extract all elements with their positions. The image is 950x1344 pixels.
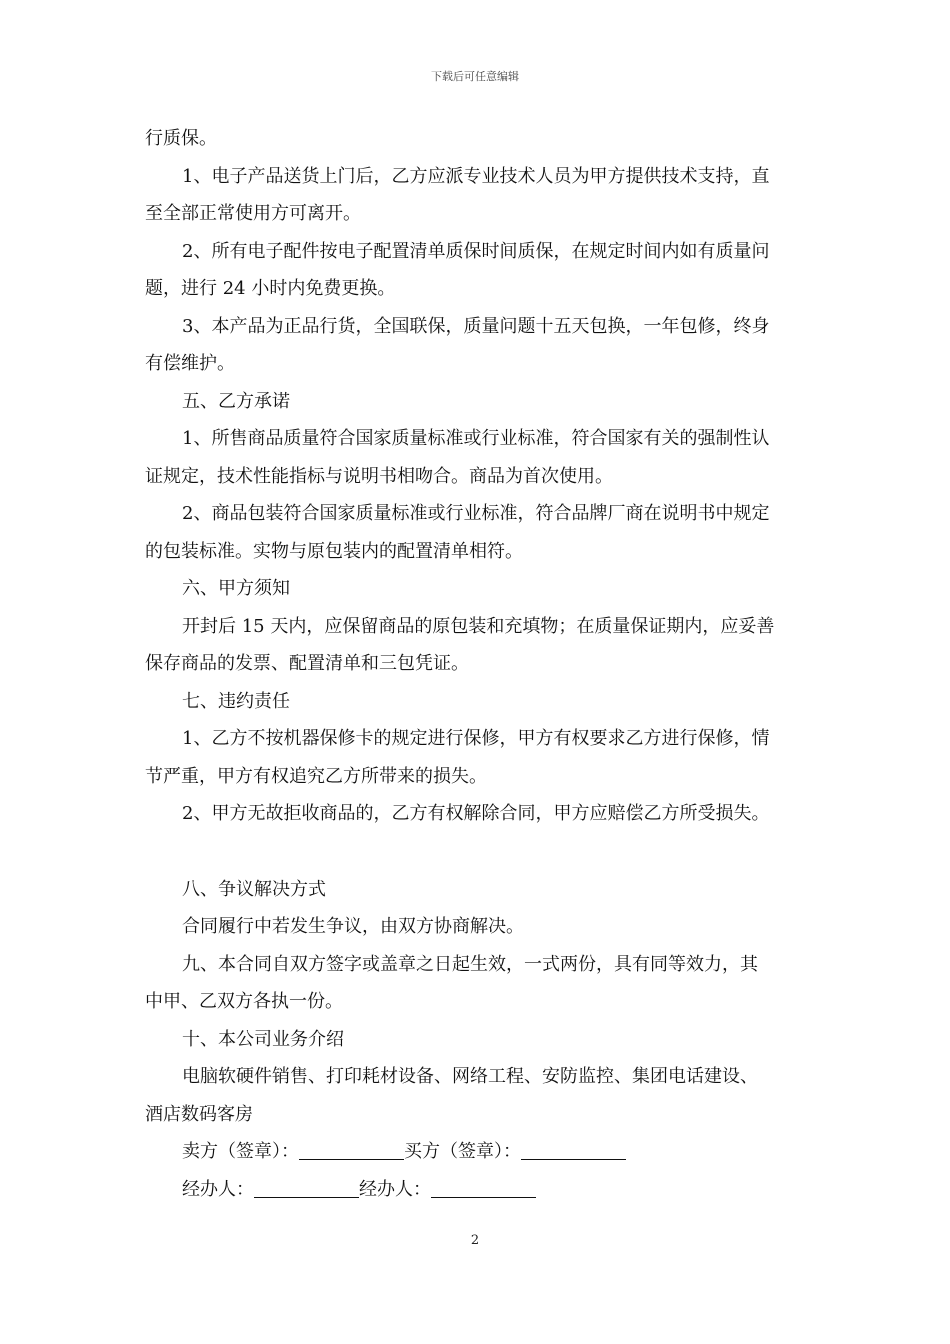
- paragraph-line: 合同履行中若发生争议，由双方协商解决。: [182, 916, 524, 937]
- agent2-signature-blank[interactable]: [431, 1179, 536, 1198]
- paragraph-line: 证规定，技术性能指标与说明书相吻合。商品为首次使用。: [145, 465, 613, 487]
- paragraph-line: 九、本合同自双方签字或盖章之日起生效，一式两份，具有同等效力，其: [182, 953, 758, 975]
- paragraph-line: 的包装标准。实物与原包装内的配置清单相符。: [145, 540, 523, 562]
- paragraph-line: 电脑软硬件销售、打印耗材设备、网络工程、安防监控、集团电话建设、: [182, 1066, 758, 1087]
- paragraph-line: 行质保。: [145, 128, 217, 149]
- paragraph-line: 2、甲方无故拒收商品的，乙方有权解除合同，甲方应赔偿乙方所受损失。: [182, 803, 770, 824]
- paragraph-line: 1、所售商品质量符合国家质量标准或行业标准，符合国家有关的强制性认: [182, 428, 770, 449]
- page-number: 2: [470, 1233, 480, 1248]
- agent1-signature-blank[interactable]: [254, 1179, 359, 1198]
- seller-signature-label: 卖方（签章）：: [182, 1141, 299, 1162]
- buyer-signature-label: 买方（签章）：: [404, 1141, 521, 1162]
- buyer-signature-blank[interactable]: [521, 1141, 626, 1160]
- agent1-label: 经办人：: [182, 1178, 254, 1200]
- blank-line: [145, 833, 807, 871]
- signature-line-parties: [145, 1133, 807, 1171]
- document-body: [145, 120, 807, 1208]
- section-heading: 十、本公司业务介绍: [182, 1028, 344, 1050]
- paragraph-line: 3、本产品为正品行货，全国联保，质量问题十五天包换，一年包修，终身: [182, 315, 770, 337]
- section-heading: 七、违约责任: [182, 690, 290, 712]
- paragraph-line: 1、乙方不按机器保修卡的规定进行保修，甲方有权要求乙方进行保修，情: [182, 728, 770, 749]
- paragraph-line: 题，进行 24 小时内免费更换。: [145, 278, 396, 299]
- section-heading: 五、乙方承诺: [182, 390, 290, 412]
- paragraph-line: 1、电子产品送货上门后，乙方应派专业技术人员为甲方提供技术支持，直: [182, 165, 770, 187]
- paragraph-line: 有偿维护。: [145, 353, 235, 374]
- section-heading: 八、争议解决方式: [182, 878, 326, 900]
- agent2-label: 经办人：: [359, 1178, 431, 1200]
- page-header: 下载后可任意编辑: [431, 70, 519, 83]
- paragraph-line: 酒店数码客房: [145, 1103, 253, 1125]
- paragraph-line: 保存商品的发票、配置清单和三包凭证。: [145, 653, 469, 674]
- paragraph-line: 开封后 15 天内，应保留商品的原包装和充填物；在质量保证期内，应妥善: [182, 615, 775, 637]
- paragraph-line: 节严重，甲方有权追究乙方所带来的损失。: [145, 765, 487, 787]
- paragraph-line: 2、商品包装符合国家质量标准或行业标准，符合品牌厂商在说明书中规定: [182, 503, 770, 524]
- section-heading: 六、甲方须知: [182, 578, 290, 599]
- signature-line-agents: [145, 1171, 807, 1209]
- seller-signature-blank[interactable]: [299, 1141, 404, 1160]
- paragraph-line: 2、所有电子配件按电子配置清单质保时间质保，在规定时间内如有质量问: [182, 240, 770, 262]
- paragraph-line: 中甲、乙双方各执一份。: [145, 991, 343, 1012]
- paragraph-line: 至全部正常使用方可离开。: [145, 203, 361, 224]
